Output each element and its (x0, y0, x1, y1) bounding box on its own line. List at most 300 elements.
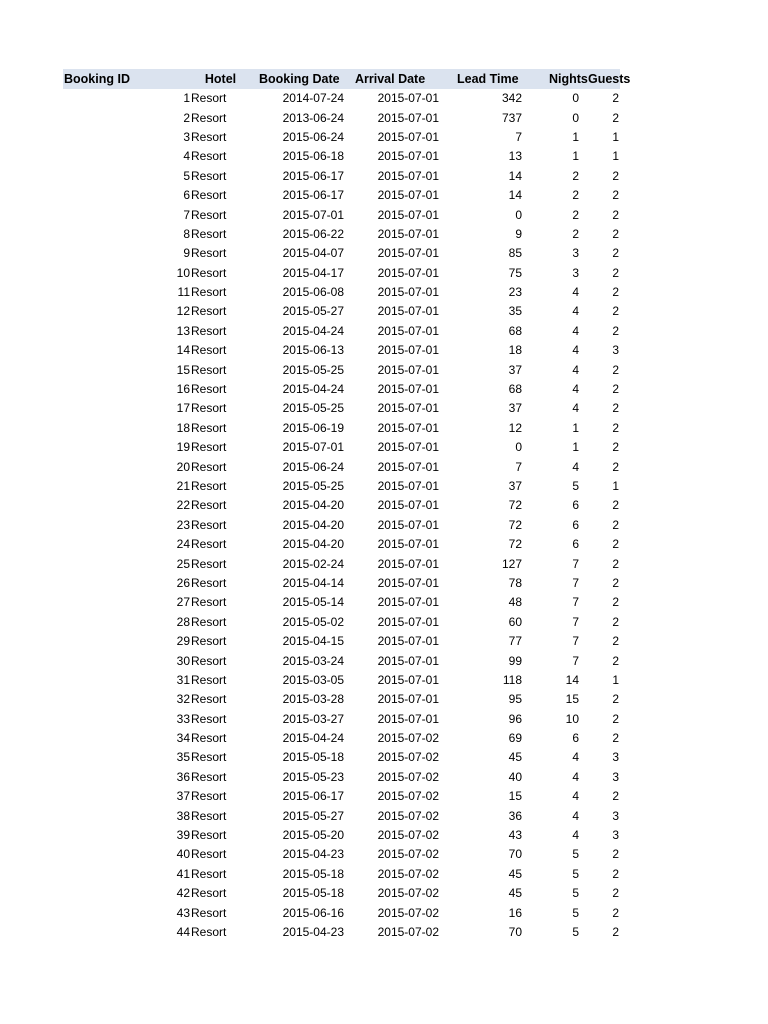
cell-booking-date: 2014-07-24 (282, 91, 344, 106)
cell-arrival-date: 2015-07-01 (377, 207, 439, 222)
cell-booking-date: 2015-03-27 (282, 711, 344, 726)
cell-hotel: Resort (191, 556, 227, 571)
table-row (63, 89, 620, 108)
cell-hotel: Resort (191, 323, 227, 338)
cell-nights: 1 (572, 129, 579, 144)
cell-nights: 6 (572, 517, 579, 532)
cell-arrival-date: 2015-07-01 (377, 420, 439, 435)
cell-nights: 4 (572, 401, 579, 416)
cell-lead-time: 0 (515, 440, 522, 455)
table-row (63, 147, 620, 166)
cell-hotel: Resort (191, 886, 227, 901)
table-row (63, 787, 620, 806)
cell-lead-time: 35 (508, 304, 522, 319)
cell-hotel: Resort (191, 246, 227, 261)
cell-lead-time: 18 (508, 343, 522, 358)
cell-arrival-date: 2015-07-01 (377, 479, 439, 493)
cell-nights: 6 (572, 537, 579, 552)
table-row (63, 516, 620, 535)
cell-nights: 0 (572, 91, 579, 106)
cell-hotel: Resort (191, 905, 227, 920)
cell-booking-date: 2015-05-27 (282, 304, 344, 319)
cell-lead-time: 43 (508, 828, 522, 843)
cell-nights: 6 (572, 731, 579, 746)
cell-booking-id: 26 (176, 575, 190, 590)
cell-nights: 4 (572, 789, 579, 804)
cell-booking-id: 40 (176, 847, 190, 862)
cell-guests: 1 (612, 129, 619, 144)
cell-hotel: Resort (191, 847, 227, 862)
cell-lead-time: 14 (508, 188, 522, 203)
cell-booking-date: 2015-04-24 (282, 382, 344, 397)
cell-booking-date: 2015-04-20 (282, 498, 344, 513)
cell-booking-date: 2015-06-24 (282, 459, 344, 474)
cell-guests: 2 (612, 614, 619, 629)
cell-guests: 1 (612, 479, 619, 493)
table-row (63, 302, 620, 321)
header-hotel: Hotel (204, 72, 237, 86)
cell-booking-id: 30 (176, 653, 190, 668)
cell-booking-id: 16 (176, 382, 190, 397)
cell-guests: 2 (612, 905, 619, 920)
cell-nights: 4 (572, 808, 579, 823)
cell-booking-date: 2015-05-25 (282, 479, 344, 493)
cell-guests: 2 (612, 226, 619, 241)
cell-lead-time: 45 (508, 886, 522, 901)
cell-arrival-date: 2015-07-01 (377, 537, 439, 552)
cell-guests: 3 (612, 769, 619, 784)
cell-guests: 2 (612, 401, 619, 416)
cell-lead-time: 85 (508, 246, 522, 261)
cell-nights: 4 (572, 343, 579, 358)
cell-booking-date: 2015-06-18 (282, 149, 344, 164)
cell-guests: 2 (612, 517, 619, 532)
cell-booking-id: 4 (183, 149, 190, 164)
table-row (63, 128, 620, 147)
cell-guests: 3 (612, 808, 619, 823)
header-nights: Nights (549, 72, 588, 86)
cell-guests: 2 (612, 731, 619, 746)
cell-booking-id: 13 (176, 323, 190, 338)
cell-booking-date: 2015-04-07 (282, 246, 344, 261)
cell-lead-time: 14 (508, 168, 522, 183)
cell-nights: 4 (572, 750, 579, 765)
table-row (63, 360, 620, 379)
table-row (63, 186, 620, 205)
cell-booking-date: 2015-05-18 (282, 866, 344, 881)
table-row (63, 884, 620, 903)
cell-lead-time: 12 (508, 420, 522, 435)
cell-hotel: Resort (191, 91, 227, 106)
cell-arrival-date: 2015-07-02 (377, 808, 439, 823)
cell-hotel: Resort (191, 420, 227, 435)
cell-booking-date: 2015-05-25 (282, 362, 344, 377)
cell-nights: 7 (572, 595, 579, 610)
table-row (63, 903, 620, 922)
cell-arrival-date: 2015-07-01 (377, 285, 439, 300)
table-row (63, 225, 620, 244)
cell-booking-id: 1 (183, 91, 190, 106)
cell-nights: 5 (572, 905, 579, 920)
cell-arrival-date: 2015-07-01 (377, 91, 439, 106)
cell-nights: 7 (572, 634, 579, 649)
cell-lead-time: 99 (508, 653, 522, 668)
cell-arrival-date: 2015-07-02 (377, 828, 439, 843)
cell-nights: 4 (572, 362, 579, 377)
cell-booking-id: 36 (176, 769, 190, 784)
cell-guests: 2 (612, 692, 619, 707)
table-body (63, 89, 620, 942)
cell-arrival-date: 2015-07-01 (377, 265, 439, 280)
cell-lead-time: 16 (508, 905, 522, 920)
cell-nights: 5 (572, 847, 579, 862)
cell-lead-time: 9 (515, 226, 522, 241)
cell-booking-id: 42 (176, 886, 190, 901)
cell-booking-date: 2015-04-20 (282, 517, 344, 532)
cell-booking-id: 5 (183, 168, 190, 183)
cell-lead-time: 342 (501, 91, 522, 106)
cell-booking-id: 18 (176, 420, 190, 435)
cell-booking-id: 34 (176, 731, 190, 746)
cell-guests: 2 (612, 285, 619, 300)
table-row (63, 613, 620, 632)
header-guests: Guests (588, 72, 631, 86)
cell-booking-id: 32 (176, 692, 190, 707)
cell-nights: 5 (572, 924, 579, 939)
cell-arrival-date: 2015-07-01 (377, 304, 439, 319)
bookings-table (63, 69, 631, 942)
table-row (63, 632, 620, 651)
cell-booking-id: 3 (183, 129, 190, 144)
header-booking-date: Booking Date (259, 72, 340, 86)
bookings-sheet (63, 69, 631, 942)
cell-guests: 2 (612, 789, 619, 804)
cell-arrival-date: 2015-07-02 (377, 789, 439, 804)
cell-lead-time: 23 (508, 285, 522, 300)
cell-hotel: Resort (191, 129, 227, 144)
cell-lead-time: 0 (515, 207, 522, 222)
cell-nights: 3 (572, 246, 579, 261)
cell-booking-date: 2015-06-16 (282, 905, 344, 920)
table-row (63, 108, 620, 127)
header-arrival-date: Arrival Date (355, 72, 426, 86)
cell-hotel: Resort (191, 672, 227, 687)
cell-nights: 4 (572, 382, 579, 397)
cell-nights: 4 (572, 304, 579, 319)
cell-hotel: Resort (191, 362, 227, 377)
cell-booking-id: 23 (176, 517, 190, 532)
cell-booking-id: 39 (176, 828, 190, 843)
cell-guests: 2 (612, 168, 619, 183)
table-row (63, 244, 620, 263)
cell-arrival-date: 2015-07-01 (377, 672, 439, 687)
cell-guests: 2 (612, 653, 619, 668)
cell-lead-time: 37 (508, 362, 522, 377)
cell-booking-date: 2015-06-08 (282, 285, 344, 300)
table-row (63, 671, 620, 690)
cell-nights: 1 (572, 440, 579, 455)
table-row (63, 845, 620, 864)
cell-hotel: Resort (191, 285, 227, 300)
cell-nights: 5 (572, 866, 579, 881)
cell-arrival-date: 2015-07-01 (377, 595, 439, 610)
table-row (63, 380, 620, 399)
cell-hotel: Resort (191, 731, 227, 746)
cell-lead-time: 75 (508, 265, 522, 280)
cell-guests: 3 (612, 750, 619, 765)
cell-arrival-date: 2015-07-01 (377, 168, 439, 183)
cell-nights: 0 (572, 110, 579, 125)
cell-booking-id: 24 (176, 537, 190, 552)
cell-booking-date: 2015-03-24 (282, 653, 344, 668)
table-row (63, 264, 620, 283)
cell-arrival-date: 2015-07-02 (377, 731, 439, 746)
table-row (63, 205, 620, 224)
cell-guests: 2 (612, 207, 619, 222)
table-row (63, 729, 620, 748)
cell-guests: 2 (612, 362, 619, 377)
cell-nights: 7 (572, 653, 579, 668)
cell-booking-id: 10 (176, 265, 190, 280)
cell-booking-id: 6 (183, 188, 190, 203)
cell-booking-date: 2015-04-14 (282, 575, 344, 590)
cell-booking-id: 12 (176, 304, 190, 319)
cell-lead-time: 118 (502, 672, 522, 687)
cell-arrival-date: 2015-07-02 (377, 886, 439, 901)
cell-guests: 2 (612, 556, 619, 571)
cell-guests: 2 (612, 246, 619, 261)
cell-arrival-date: 2015-07-01 (377, 226, 439, 241)
cell-arrival-date: 2015-07-01 (377, 382, 439, 397)
cell-hotel: Resort (191, 226, 227, 241)
cell-arrival-date: 2015-07-01 (377, 692, 439, 707)
cell-booking-id: 7 (183, 207, 190, 222)
cell-hotel: Resort (191, 168, 227, 183)
table-row (63, 283, 620, 302)
cell-lead-time: 36 (508, 808, 522, 823)
cell-guests: 2 (612, 634, 619, 649)
cell-nights: 15 (565, 692, 579, 707)
cell-guests: 3 (612, 343, 619, 358)
cell-booking-date: 2015-04-15 (282, 634, 344, 649)
cell-nights: 4 (572, 828, 579, 843)
cell-lead-time: 45 (508, 750, 522, 765)
cell-hotel: Resort (191, 498, 227, 513)
cell-hotel: Resort (191, 440, 227, 455)
cell-lead-time: 127 (501, 556, 522, 571)
cell-guests: 2 (612, 265, 619, 280)
cell-arrival-date: 2015-07-02 (377, 924, 439, 939)
cell-arrival-date: 2015-07-02 (377, 750, 439, 765)
cell-hotel: Resort (191, 614, 227, 629)
cell-arrival-date: 2015-07-01 (377, 188, 439, 203)
cell-booking-id: 20 (176, 459, 190, 474)
table-row (63, 748, 620, 767)
cell-booking-id: 41 (176, 866, 190, 881)
cell-lead-time: 48 (508, 595, 522, 610)
cell-lead-time: 78 (508, 575, 522, 590)
cell-hotel: Resort (191, 828, 227, 843)
cell-nights: 3 (572, 265, 579, 280)
table-row (63, 593, 620, 612)
cell-booking-date: 2015-06-17 (282, 188, 344, 203)
cell-booking-date: 2015-05-20 (282, 828, 344, 843)
cell-arrival-date: 2015-07-01 (377, 110, 439, 125)
cell-guests: 2 (612, 91, 619, 106)
cell-hotel: Resort (191, 401, 227, 416)
cell-guests: 2 (612, 711, 619, 726)
cell-booking-date: 2015-07-01 (282, 207, 344, 222)
table-row (63, 167, 620, 186)
cell-lead-time: 45 (508, 866, 522, 881)
cell-booking-date: 2015-03-28 (282, 692, 344, 707)
table-row (63, 322, 620, 341)
cell-guests: 2 (612, 420, 619, 435)
cell-hotel: Resort (191, 537, 227, 552)
cell-lead-time: 72 (508, 498, 522, 513)
cell-arrival-date: 2015-07-01 (377, 323, 439, 338)
cell-nights: 1 (572, 149, 579, 164)
table-row (63, 341, 620, 360)
cell-guests: 2 (612, 537, 619, 552)
cell-nights: 1 (572, 420, 579, 435)
cell-booking-id: 15 (176, 362, 190, 377)
cell-booking-id: 27 (176, 595, 190, 610)
cell-booking-id: 11 (177, 285, 190, 300)
cell-arrival-date: 2015-07-02 (377, 769, 439, 784)
cell-lead-time: 72 (508, 537, 522, 552)
cell-booking-date: 2015-04-24 (282, 323, 344, 338)
cell-lead-time: 70 (508, 924, 522, 939)
cell-guests: 2 (612, 924, 619, 939)
table-row (63, 826, 620, 845)
cell-booking-id: 17 (176, 401, 190, 416)
cell-booking-id: 33 (176, 711, 190, 726)
cell-lead-time: 77 (508, 634, 522, 649)
cell-nights: 14 (565, 672, 579, 687)
cell-hotel: Resort (191, 382, 227, 397)
table-row (63, 477, 620, 496)
cell-arrival-date: 2015-07-01 (377, 401, 439, 416)
cell-guests: 2 (612, 188, 619, 203)
cell-guests: 2 (612, 886, 619, 901)
cell-booking-id: 9 (183, 246, 190, 261)
cell-lead-time: 7 (515, 129, 522, 144)
cell-nights: 7 (572, 556, 579, 571)
cell-booking-id: 44 (176, 924, 190, 939)
cell-booking-date: 2015-04-17 (282, 265, 344, 280)
cell-guests: 2 (612, 847, 619, 862)
cell-hotel: Resort (191, 711, 227, 726)
table-row (63, 806, 620, 825)
header-row (63, 69, 620, 89)
cell-lead-time: 69 (508, 731, 522, 746)
cell-arrival-date: 2015-07-02 (377, 866, 439, 881)
cell-booking-date: 2015-04-23 (282, 924, 344, 939)
cell-lead-time: 737 (501, 110, 522, 125)
cell-booking-id: 28 (176, 614, 190, 629)
table-row (63, 865, 620, 884)
cell-guests: 2 (612, 440, 619, 455)
cell-arrival-date: 2015-07-01 (377, 634, 439, 649)
cell-guests: 2 (612, 459, 619, 474)
cell-arrival-date: 2015-07-01 (377, 517, 439, 532)
cell-nights: 6 (572, 498, 579, 513)
cell-booking-date: 2015-02-24 (282, 556, 344, 571)
cell-arrival-date: 2015-07-01 (377, 498, 439, 513)
cell-booking-date: 2013-06-24 (282, 110, 344, 125)
cell-lead-time: 68 (508, 382, 522, 397)
cell-hotel: Resort (191, 110, 227, 125)
cell-arrival-date: 2015-07-01 (377, 614, 439, 629)
cell-guests: 2 (612, 304, 619, 319)
table-row (63, 457, 620, 476)
cell-hotel: Resort (191, 653, 227, 668)
cell-booking-date: 2015-04-20 (282, 537, 344, 552)
table-row (63, 651, 620, 670)
cell-booking-date: 2015-04-23 (282, 847, 344, 862)
cell-lead-time: 7 (515, 459, 522, 474)
cell-lead-time: 37 (508, 479, 522, 493)
cell-booking-id: 22 (176, 498, 190, 513)
cell-guests: 1 (612, 672, 619, 687)
cell-lead-time: 96 (508, 711, 522, 726)
cell-hotel: Resort (191, 789, 227, 804)
cell-nights: 4 (572, 323, 579, 338)
cell-booking-date: 2015-05-25 (282, 401, 344, 416)
cell-arrival-date: 2015-07-02 (377, 905, 439, 920)
table-row (63, 419, 620, 438)
cell-hotel: Resort (191, 343, 227, 358)
cell-arrival-date: 2015-07-01 (377, 459, 439, 474)
cell-hotel: Resort (191, 575, 227, 590)
table-row (63, 438, 620, 457)
cell-guests: 2 (612, 110, 619, 125)
cell-hotel: Resort (191, 207, 227, 222)
cell-booking-date: 2015-05-18 (282, 750, 344, 765)
cell-booking-date: 2015-06-19 (282, 420, 344, 435)
cell-arrival-date: 2015-07-01 (377, 556, 439, 571)
cell-booking-date: 2015-07-01 (282, 440, 344, 455)
cell-lead-time: 95 (508, 692, 522, 707)
cell-hotel: Resort (191, 924, 227, 939)
cell-arrival-date: 2015-07-02 (377, 847, 439, 862)
cell-hotel: Resort (191, 692, 227, 707)
cell-booking-date: 2015-03-05 (282, 672, 344, 687)
cell-booking-date: 2015-05-14 (282, 595, 344, 610)
cell-nights: 7 (572, 575, 579, 590)
cell-booking-date: 2015-05-27 (282, 808, 344, 823)
cell-lead-time: 68 (508, 323, 522, 338)
header-lead-time: Lead Time (457, 72, 519, 86)
table-row (63, 399, 620, 418)
cell-booking-id: 25 (176, 556, 190, 571)
cell-hotel: Resort (191, 808, 227, 823)
table-row (63, 496, 620, 515)
cell-guests: 2 (612, 575, 619, 590)
cell-arrival-date: 2015-07-01 (377, 362, 439, 377)
cell-booking-id: 38 (176, 808, 190, 823)
cell-booking-id: 35 (176, 750, 190, 765)
cell-nights: 5 (572, 479, 579, 493)
table-row (63, 690, 620, 709)
cell-nights: 2 (572, 226, 579, 241)
cell-booking-date: 2015-06-17 (282, 789, 344, 804)
cell-arrival-date: 2015-07-01 (377, 575, 439, 590)
table-row (63, 768, 620, 787)
table-row (63, 554, 620, 573)
cell-arrival-date: 2015-07-01 (377, 440, 439, 455)
